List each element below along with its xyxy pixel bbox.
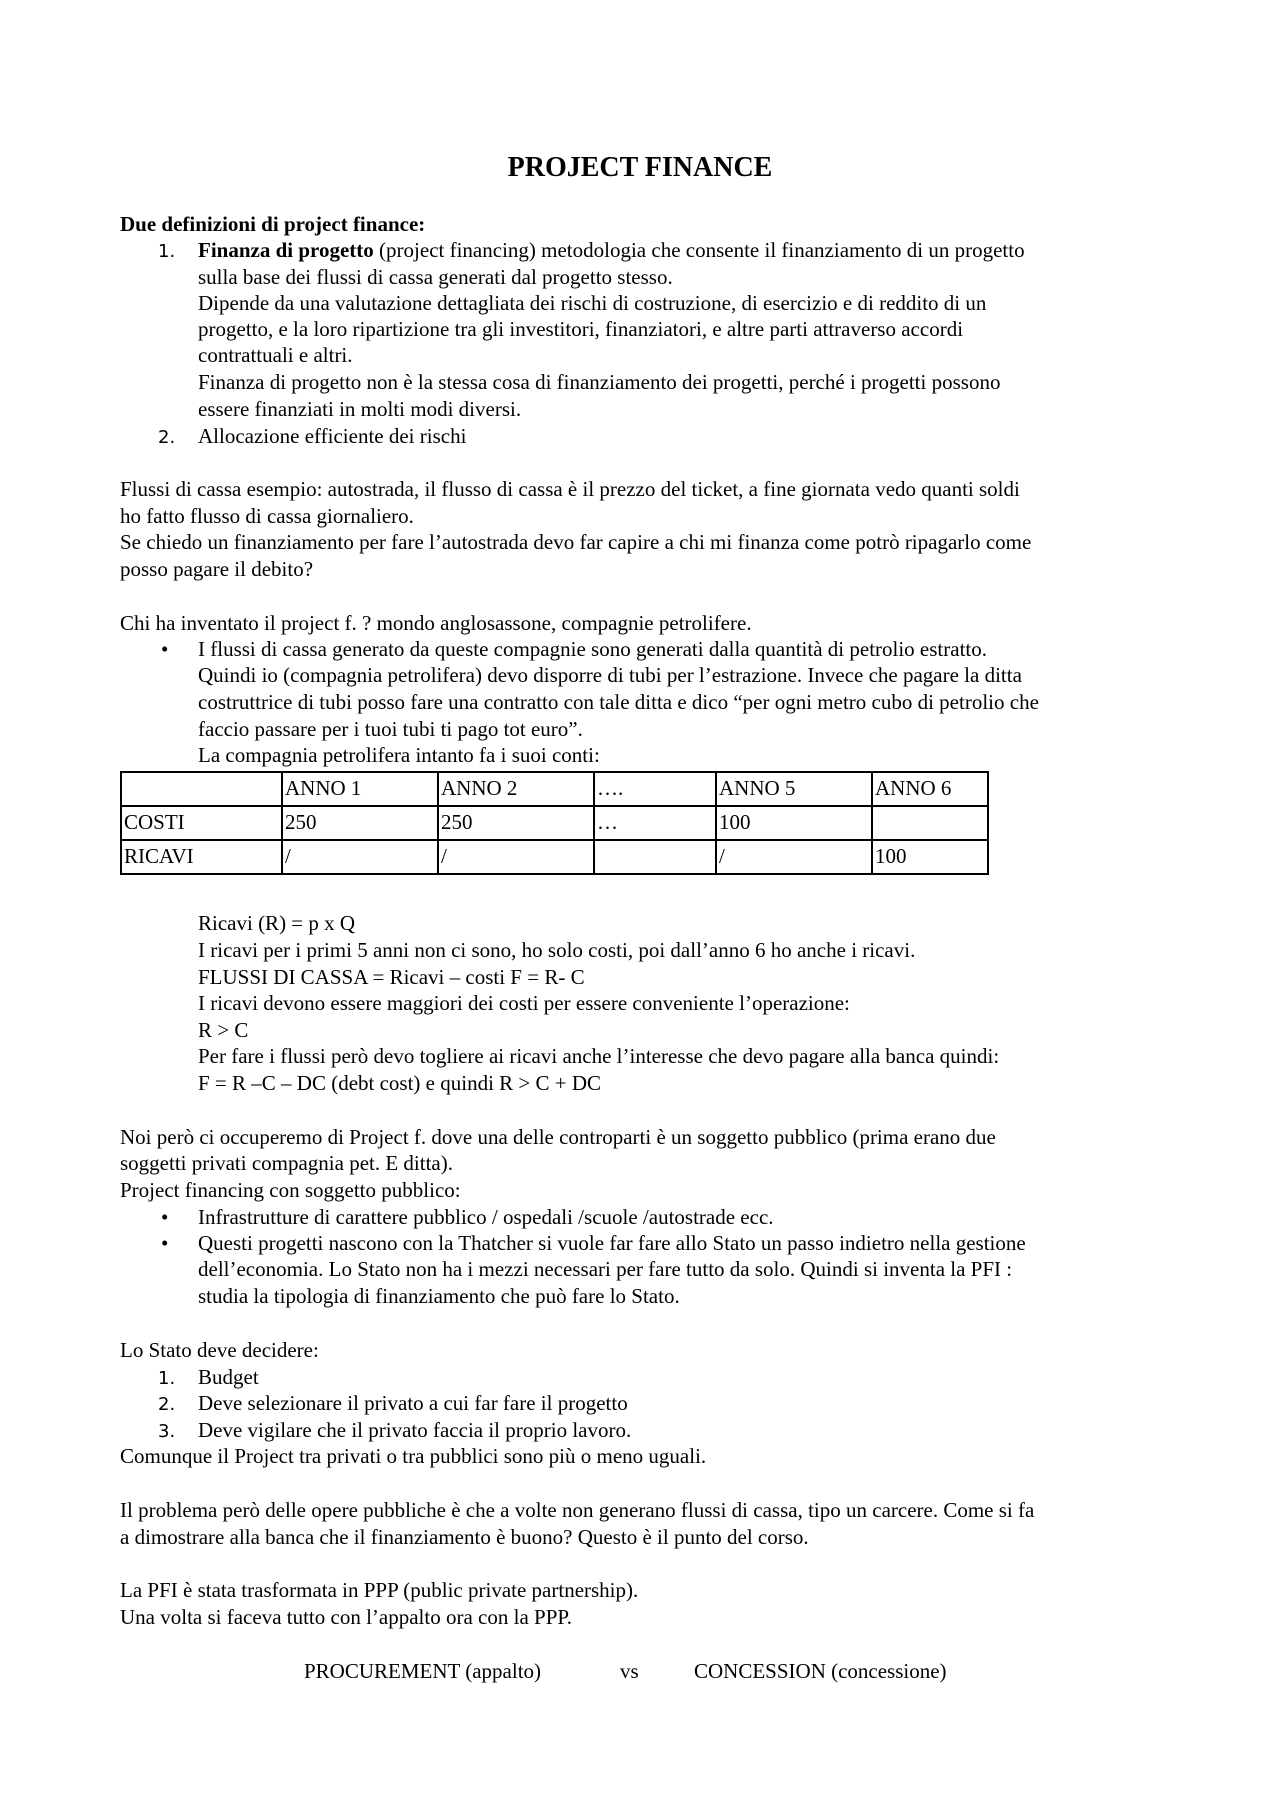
section-heading: Due definizioni di project finance:	[120, 212, 426, 236]
paragraph-line: Chi ha inventato il project f. ? mondo anglosassone, compagnie petrolifere.	[120, 611, 752, 635]
table-cell: RICAVI	[121, 840, 282, 874]
list-item-text: Finanza di progetto non è la stessa cosa di finanziamento dei progetti, perché i progetti possono	[198, 370, 1001, 394]
list-item-text: Dipende da una valutazione dettagliata dei rischi di costruzione, di esercizio e di reddito di un	[198, 291, 987, 315]
table-cell: ANNO 5	[716, 772, 872, 806]
bullet-text: Infrastrutture di carattere pubblico / ospedali /scuole /autostrade ecc.	[198, 1205, 774, 1229]
bullet-text: I flussi di cassa generato da queste compagnie sono generati dalla quantità di petrolio estratto.	[198, 637, 987, 661]
table-cell: /	[282, 840, 438, 874]
table-cell: 250	[282, 806, 438, 840]
versus-label: vs	[620, 1659, 639, 1683]
paragraph-line: Flussi di cassa esempio: autostrada, il flusso di cassa è il prezzo del ticket, a fine giornata vedo quanti soldi	[120, 477, 1020, 501]
table-cell: /	[716, 840, 872, 874]
bullet-icon: •	[161, 1205, 169, 1229]
paragraph-line: Se chiedo un finanziamento per fare l’autostrada devo far capire a chi mi finanza come potrò ripagarlo come	[120, 530, 1032, 554]
formula-line: I ricavi devono essere maggiori dei costi per essere conveniente l’operazione:	[198, 991, 850, 1015]
list-item	[198, 237, 1025, 263]
list-item-text: progetto, e la loro ripartizione tra gli investitori, finanziatori, e altre parti attraverso accordi	[198, 317, 964, 341]
bullet-icon: •	[161, 1231, 169, 1255]
paragraph-line: La PFI è stata trasformata in PPP (public private partnership).	[120, 1578, 639, 1602]
paragraph-line: Noi però ci occuperemo di Project f. dove una delle controparti è un soggetto pubblico (prima erano due	[120, 1125, 996, 1149]
list-number: 1.	[158, 1368, 176, 1389]
bullet-text: faccio passare per i tuoi tubi ti pago tot euro”.	[198, 717, 583, 741]
bullet-text: costruttrice di tubi posso fare una contratto con tale ditta e dico “per ogni metro cubo di petrolio che	[198, 690, 1039, 714]
list-item-text: contrattuali e altri.	[198, 343, 353, 367]
table-cell: 250	[438, 806, 594, 840]
list-number: 2.	[158, 1394, 176, 1415]
list-number: 3.	[158, 1421, 176, 1442]
table-header-row	[121, 772, 988, 806]
bullet-text: dell’economia. Lo Stato non ha i mezzi necessari per fare tutto da solo. Quindi si inventa la PFI :	[198, 1257, 1013, 1281]
table-cell: 100	[716, 806, 872, 840]
list-item-text: Allocazione efficiente dei rischi	[198, 424, 467, 448]
table-cell: …	[594, 806, 716, 840]
paragraph-line: Una volta si faceva tutto con l’appalto ora con la PPP.	[120, 1605, 572, 1629]
bold-term: Finanza di progetto	[198, 238, 374, 262]
table-cell: ANNO 2	[438, 772, 594, 806]
table-cell: COSTI	[121, 806, 282, 840]
table-row	[121, 806, 988, 840]
list-item-text: Deve vigilare che il privato faccia il proprio lavoro.	[198, 1418, 632, 1442]
table-row	[121, 840, 988, 874]
table-cell: ANNO 1	[282, 772, 438, 806]
paragraph-line: Comunque il Project tra privati o tra pubblici sono più o meno uguali.	[120, 1444, 707, 1468]
list-item-text: Deve selezionare il privato a cui far fare il progetto	[198, 1391, 628, 1415]
table-cell: ….	[594, 772, 716, 806]
table-cell: /	[438, 840, 594, 874]
paragraph-line: Il problema però delle opere pubbliche è che a volte non generano flussi di cassa, tipo un carcere. Come si fa	[120, 1498, 1035, 1522]
bullet-text: La compagnia petrolifera intanto fa i suoi conti:	[198, 743, 600, 767]
list-number: 2.	[158, 427, 176, 448]
table-cell	[872, 806, 988, 840]
formula-line: FLUSSI DI CASSA = Ricavi – costi F = R- C	[198, 965, 585, 989]
bullet-icon: •	[161, 637, 169, 661]
paragraph-line: ho fatto flusso di cassa giornaliero.	[120, 504, 414, 528]
paragraph-line: Project financing con soggetto pubblico:	[120, 1178, 461, 1202]
list-item-text: Budget	[198, 1365, 259, 1389]
formula-line: Ricavi (R) = p x Q	[198, 911, 356, 935]
list-item-text: (project financing) metodologia che consente il finanziamento di un progetto	[373, 238, 1025, 262]
bullet-text: Questi progetti nascono con la Thatcher si vuole far fare allo Stato un passo indietro nella gestione	[198, 1231, 1026, 1255]
page-title: PROJECT FINANCE	[507, 152, 773, 183]
formula-line: F = R –C – DC (debt cost) e quindi R > C + DC	[198, 1071, 602, 1095]
procurement-label: PROCUREMENT (appalto)	[304, 1659, 542, 1683]
formula-line: R > C	[198, 1018, 249, 1042]
concession-label: CONCESSION (concessione)	[694, 1659, 947, 1683]
bullet-text: Quindi io (compagnia petrolifera) devo disporre di tubi per l’estrazione. Invece che pagare la ditta	[198, 663, 1022, 687]
paragraph-line: posso pagare il debito?	[120, 557, 314, 581]
list-item-text: sulla base dei flussi di cassa generati dal progetto stesso.	[198, 265, 673, 289]
table-cell	[594, 840, 716, 874]
table-cell: ANNO 6	[872, 772, 988, 806]
paragraph-line: Lo Stato deve decidere:	[120, 1338, 319, 1362]
formula-line: Per fare i flussi però devo togliere ai ricavi anche l’interesse che devo pagare alla banca quindi:	[198, 1044, 1000, 1068]
bullet-text: studia la tipologia di finanziamento che può fare lo Stato.	[198, 1284, 680, 1308]
cost-revenue-table	[120, 771, 989, 875]
table-cell	[121, 772, 282, 806]
list-item-text: essere finanziati in molti modi diversi.	[198, 397, 522, 421]
table-cell: 100	[872, 840, 988, 874]
paragraph-line: a dimostrare alla banca che il finanziamento è buono? Questo è il punto del corso.	[120, 1525, 809, 1549]
paragraph-line: soggetti privati compagnia pet. E ditta).	[120, 1151, 453, 1175]
formula-line: I ricavi per i primi 5 anni non ci sono, ho solo costi, poi dall’anno 6 ho anche i ricavi.	[198, 938, 916, 962]
list-number: 1.	[158, 241, 176, 262]
